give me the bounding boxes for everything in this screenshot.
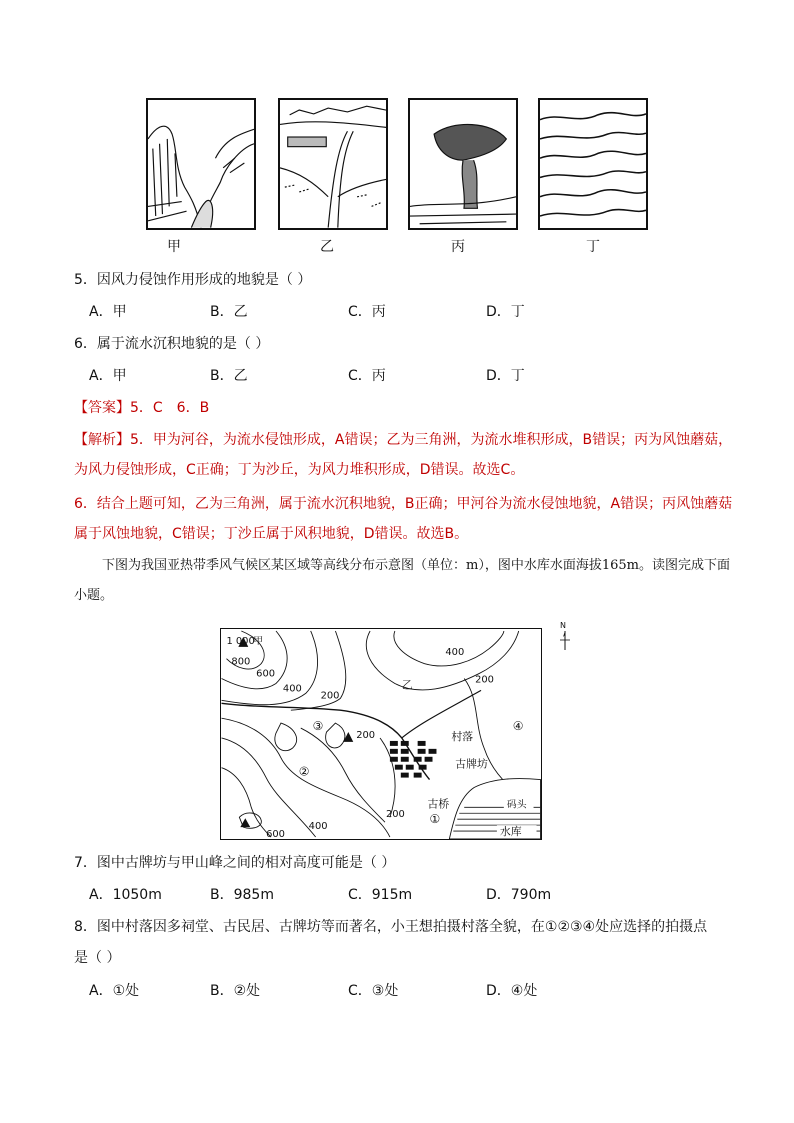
q7-option-b: B．985m <box>210 887 274 903</box>
figure-label-ding: 丁 <box>586 239 600 255</box>
map-label-reservoir: 水库 <box>499 825 522 839</box>
figure-label-yi: 乙 <box>320 239 334 255</box>
q8-option-a: A．①处 <box>89 983 140 999</box>
figure-label-bing: 丙 <box>451 239 465 255</box>
figure-jia-valley <box>146 98 256 230</box>
q5-option-c: C．丙 <box>348 304 386 320</box>
map-point-1: ① <box>429 812 441 827</box>
q7-option-c: C．915m <box>348 887 413 903</box>
q7-option-d: D．790m <box>486 887 552 903</box>
figure-yi-delta <box>278 98 388 230</box>
q8-option-d: D．④处 <box>486 983 538 999</box>
question-8-line-1: 8．图中村落因多祠堂、古民居、古牌坊等而著名，小王想拍摄村落全貌，在①②③④处应选择的拍摄点 <box>74 919 708 935</box>
analysis-tag: 【解析】 <box>74 432 130 448</box>
q5-option-b: B．乙 <box>210 304 248 320</box>
map-label-yi: 乙 <box>401 678 413 692</box>
q8-option-b: B．②处 <box>210 983 261 999</box>
q6-option-d: D．丁 <box>486 368 525 384</box>
map-intro: 下图为我国亚热带季风气候区某区域等高线分布示意图（单位：m），图中水库水面海拔165m。读图完成下面小题。 <box>74 558 730 603</box>
answer-tag: 【答案】 <box>74 400 130 416</box>
figure-ding-sand-dunes <box>538 98 648 230</box>
map-label-wharf: 码头 <box>506 799 527 811</box>
answer-text: 5．C 6．B <box>130 400 210 416</box>
map-contour-label-9: 600 <box>266 829 285 839</box>
figure-label-jia: 甲 <box>167 239 181 255</box>
analysis-paragraph-2: 6．结合上题可知，乙为三角洲，属于流水沉积地貌，B正确；甲河谷为流水侵蚀地貌，A错误；丙风蚀蘑菇属于风蚀地貌，C错误；丁沙丘属于风积地貌，D错误。故选B。 <box>74 496 733 542</box>
north-label: N <box>560 621 566 630</box>
map-contour-label-6: 200 <box>475 674 494 686</box>
q8-option-c: C．③处 <box>348 983 399 999</box>
map-contour-label-10: 400 <box>308 821 328 833</box>
map-point-4: ④ <box>512 719 524 734</box>
question-5: 5．因风力侵蚀作用形成的地貌是（ ） <box>74 272 312 288</box>
map-contour-label-7: 200 <box>356 729 376 741</box>
figure-bing-mushroom-rock <box>408 98 518 230</box>
question-8-line-2: 是（ ） <box>74 950 121 966</box>
question-6: 6．属于流水沉积地貌的是（ ） <box>74 336 270 352</box>
q6-option-c: C．丙 <box>348 368 386 384</box>
q5-option-a: A．甲 <box>89 304 127 320</box>
map-contour-label-3: 400 <box>282 683 302 695</box>
analysis-text-1: 5．甲为河谷，为流水侵蚀形成，A错误；乙为三角洲，为流水堆积形成，B错误；丙为风蚀蘑菇，为风力侵蚀形成，C正确；丁为沙丘，为风力堆积形成，D错误。故选C。 <box>74 432 733 478</box>
map-contour-label-8: 200 <box>385 809 405 821</box>
q7-option-a: A．1050m <box>89 887 162 903</box>
map-point-2: ② <box>298 764 310 779</box>
q6-option-a: A．甲 <box>89 368 127 384</box>
map-label-peak-elevation: 1 000 <box>226 635 255 647</box>
map-contour-label-5: 400 <box>445 646 465 658</box>
q5-option-d: D．丁 <box>486 304 525 320</box>
q6-option-b: B．乙 <box>210 368 248 384</box>
map-label-village: 村落 <box>451 729 474 743</box>
map-label-jia: 甲 <box>253 635 264 647</box>
analysis-paragraph-1 <box>74 425 734 485</box>
answer-line <box>74 398 209 418</box>
north-arrow-icon <box>557 620 573 652</box>
map-contour-label-4: 200 <box>320 690 340 702</box>
map-label-bridge: 古桥 <box>427 797 450 811</box>
map-contour-label-2: 600 <box>256 668 276 680</box>
map-point-3: ③ <box>312 719 324 734</box>
contour-map <box>220 628 542 840</box>
question-7: 7．图中古牌坊与甲山峰之间的相对高度可能是（ ） <box>74 855 396 871</box>
map-label-archway: 古牌坊 <box>455 757 488 771</box>
map-contour-label-1: 800 <box>231 656 251 668</box>
